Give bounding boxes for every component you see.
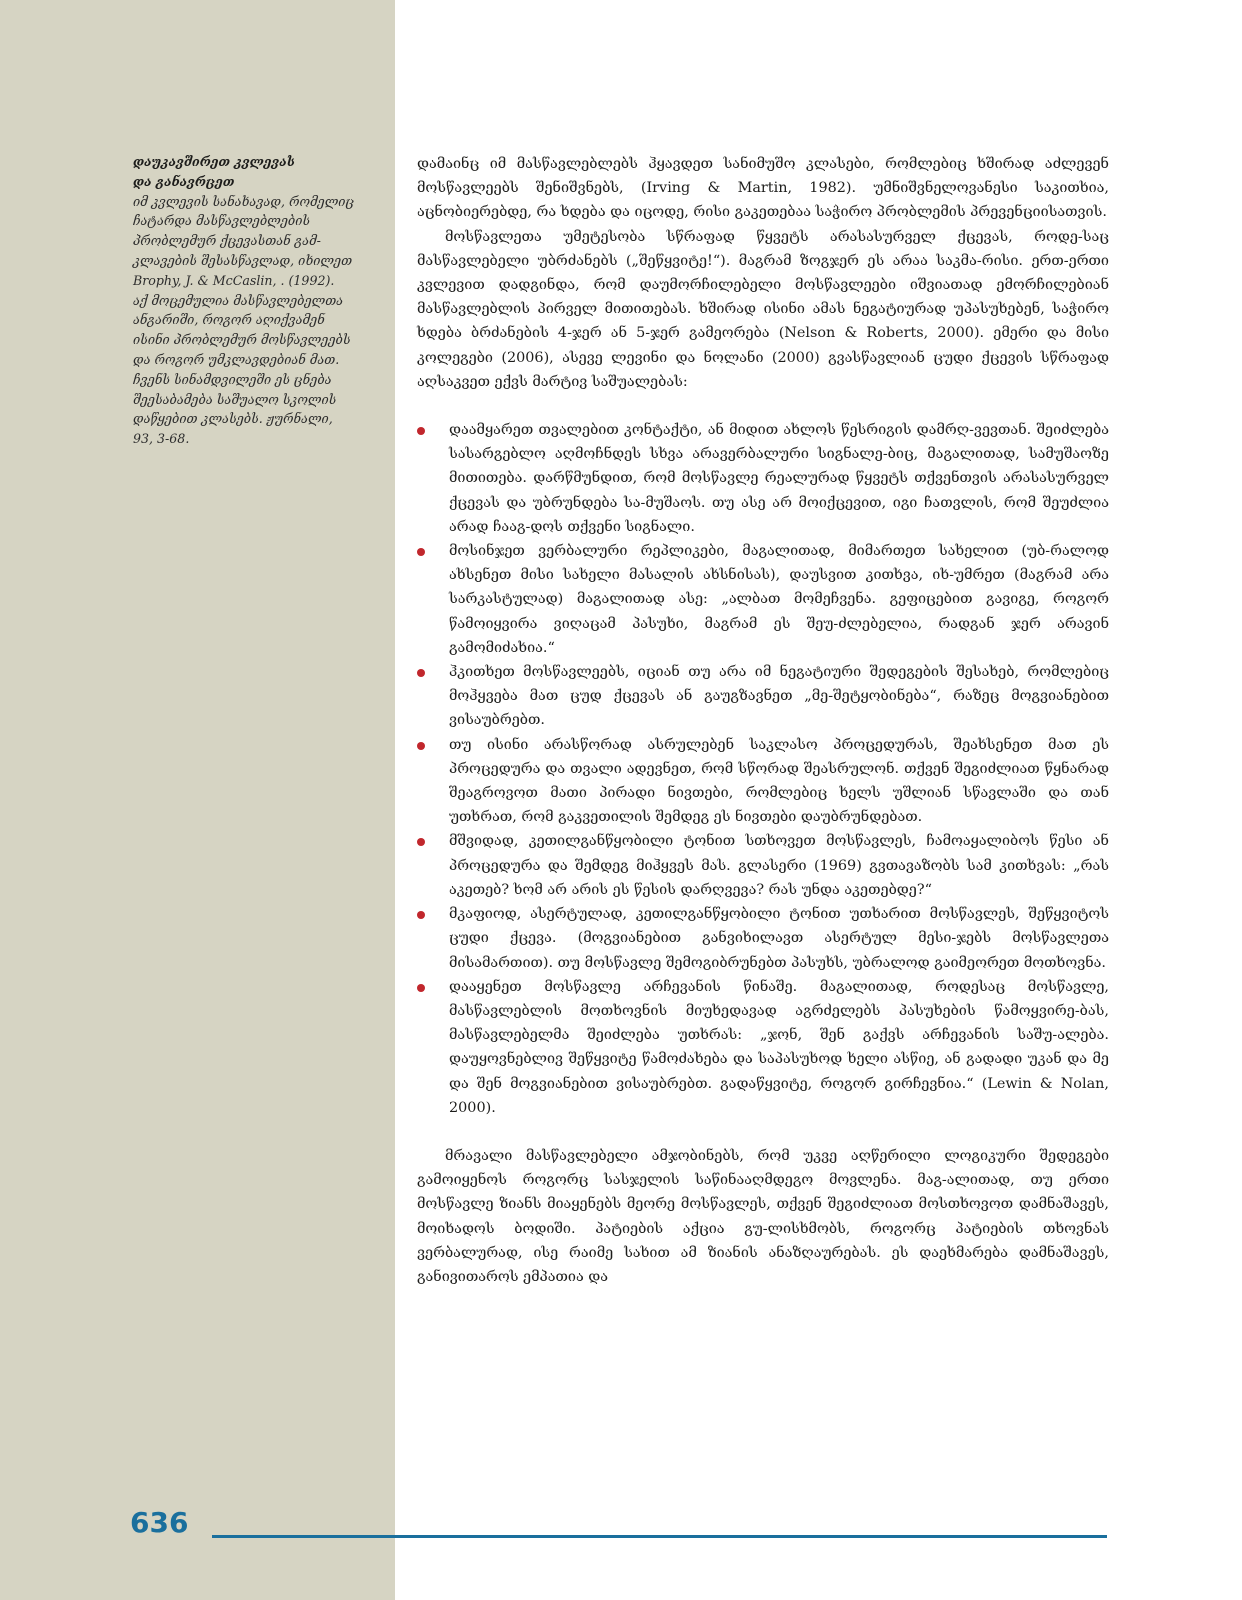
side-note-heading-line-2: და განავრცეთ bbox=[133, 173, 235, 189]
paragraph-spacer bbox=[417, 394, 1109, 418]
side-note-heading-line-1: დაუკავშირეთ კვლევას bbox=[133, 154, 295, 169]
body-paragraph-3: მრავალი მასწავლებელი ამჯობინებს, რომ უკვე აღწერილი ლოგიკური შედეგები გამოიყენოს როგორც სასჯელის საწინააღმდეგო მოვლენა. მაგ-ალითად, თუ ერთი მოსწავლე ზიანს მიაყენებს მეორე მოსწავლეს, თქვენ შეგიძლიათ მოსთხოვოთ დამნაშავეს, მოიხადოს ბოდიში. პატიების აქცია გუ-ლისხმობს, როგორც პატიების თხოვნას ვერბალურად, ისე რაიმე სახით ამ ზიანის ანაზღაურებას. ეს დაეხმარება დამნაშავეს, განივითაროს ემპათია და bbox=[417, 1147, 1109, 1285]
bullet-item: მოსინჯეთ ვერბალური რეპლიკები, მაგალითად, მიმართეთ სახელით (უბ-რალოდ ახსენეთ მისი სახელი მასალის ახსნისას), დაუსვით კითხვა, იხ-უმრეთ (მაგრამ არა სარკასტულად) მაგალითად ასე: „ალბათ მომეჩვენა. გეფიცებით გავიგე, როგორ წამოიყვირა ვიღაცამ პასუხი, მაგრამ ეს შეუ-ძლებელია, რადგან ჯერ არავინ გამომიძახია.“ bbox=[417, 539, 1109, 660]
paragraph-spacer bbox=[417, 1120, 1109, 1144]
bullet-item: თუ ისინი არასწორად ასრულებენ საკლასო პროცედურას, შეახსენეთ მათ ეს პროცედურა და თვალი ადევნეთ, რომ სწორად შეასრულონ. თქვენ შეგიძლიათ წყნარად შეაგროვოთ მათი პირადი ნივთები, რომლებიც ხელს უშლიან სწავლაში და თან უთხრათ, რომ გაკვეთილის შემდეგ ეს ნივთები დაუბრუნდებათ. bbox=[417, 733, 1109, 830]
side-note-line: ანგარიში, როგორ აღიქვამენ bbox=[133, 312, 325, 328]
side-note-line: ჩატარდა მასწავლებლების bbox=[133, 213, 311, 229]
strategies-bullet-list bbox=[417, 418, 1109, 1120]
side-note-line: Brophy, J. & McCaslin, . (1992). bbox=[133, 272, 335, 288]
footer-rule-line bbox=[212, 1535, 1107, 1538]
body-paragraph-1: დამაინც იმ მასწავლებლებს ჰყავდეთ სანიმუშო კლასები, რომლებიც ხშირად აძლევენ მოსწავლეებს შენიშვნებს, (Irving & Martin, 1982). უმნიშვნელოვანესი საკითხია, აცნობიერებდე, რა ხდება და იცოდე, რისი გაკეთებაა საჭირო პრობლემის პრევენციისათვის. bbox=[417, 156, 1109, 221]
side-note-line: კლავების შესასწავლად, იხილეთ bbox=[133, 252, 353, 268]
bullet-item: დაამყარეთ თვალებით კონტაქტი, ან მიდით ახლოს წესრიგის დამრღ-ვევთან. შეიძლება სასარგებლო აღმოჩნდეს სხვა არავერბალური სიგნალე-ბიც, მაგალითად, სამუშაოზე მითითება. დარწმუნდით, რომ მოსწავლე რეალურად წყვეტს თქვენთვის არასასურველ ქცევას და უბრუნდება სა-მუშაოს. თუ ასე არ მოიქცევით, იგი ჩათვლის, რომ შეუძლია არად ჩააგ-დოს თქვენი სიგნალი. bbox=[417, 418, 1109, 539]
side-note-line: ისინი პრობლემურ მოსწავლეებს bbox=[133, 332, 351, 348]
main-text-column bbox=[417, 152, 1109, 1289]
side-note-line: და როგორ უმკლავდებიან მათ. bbox=[133, 351, 340, 367]
side-note-line: დაწყებით კლასებს. ჟურნალი, bbox=[133, 411, 333, 427]
side-note-line: ჩვენს სინამდვილეში ეს ცნება bbox=[133, 371, 332, 387]
side-note-line: იმ კვლევის სანახავად, რომელიც bbox=[133, 193, 355, 209]
bullet-item: დააყენეთ მოსწავლე არჩევანის წინაშე. მაგალითად, როდესაც მოსწავლე, მასწავლებლის მოთხოვნის მიუხედავად აგრძელებს პასუხების წამოყვირე-ბას, მასწავლებელმა შეიძლება უთხრას: „ჯონ, შენ გაქვს არჩევანის საშუ-ალება. დაუყოვნებლივ შეწყვიტე წამოძახება და საპასუხოდ ხელი ასწიე, ან გადადი უკან და მე და შენ მოგვიანებით ვისაუბრებთ. გადაწყვიტე, როგორ გირჩევნია.“ (Lewin & Nolan, 2000). bbox=[417, 975, 1109, 1120]
bullet-item: მშვიდად, კეთილგანწყობილი ტონით სთხოვეთ მოსწავლეს, ჩამოაყალიბოს წესი ან პროცედურა და შემდეგ მიჰყვეს მას. გლასერი (1969) გვთავაზობს სამ კითხვას: „რას აკეთებ? ხომ არ არის ეს წესის დარღვევა? რას უნდა აკეთებდე?“ bbox=[417, 829, 1109, 902]
research-side-note bbox=[133, 152, 363, 449]
side-note-line: აქ მოცემულია მასწავლებელთა bbox=[133, 292, 344, 308]
side-note-line: შეესაბამება საშუალო სკოლის bbox=[133, 391, 337, 407]
side-note-line: პრობლემურ ქცევასთან გამ- bbox=[133, 233, 321, 249]
bullet-item: ჰკითხეთ მოსწავლეებს, იციან თუ არა იმ ნეგატიური შედეგების შესახებ, რომლებიც მოჰყვება მათ ცუდ ქცევას ან გაუგზავნეთ „მე-შეტყობინება“, რაზეც მოგვიანებით ვისაუბრებთ. bbox=[417, 660, 1109, 733]
body-paragraph-2: მოსწავლეთა უმეტესობა სწრაფად წყვეტს არასასურველ ქცევას, როდე-საც მასწავლებელი უბრძანებს („შეწყვიტე!“). მაგრამ ზოგჯერ ეს არაა საკმა-რისი. ერთ-ერთი კვლევით დადგინდა, რომ დაუმორჩილებელი მოსწავლეები იშვიათად ემორჩილებიან მასწავლებლის პირველ მითითებას. ხშირად ისინი ამას ნეგატიურად უპასუხებენ, საჭირო ხდება ბრძანების 4-ჯერ ან 5-ჯერ გამეორება (Nelson & Roberts, 2000). ემერი და მისი კოლეგები (2006), ასევე ლევინი და ნოლანი (2000) გვასწავლიან ცუდი ქცევის სწრაფად აღსაკვეთ ექვს მარტივ საშუალებას: bbox=[417, 228, 1109, 390]
bullet-item: მკაფიოდ, ასერტულად, კეთილგანწყობილი ტონით უთხარით მოსწავლეს, შეწყვიტოს ცუდი ქცევა. (მოგვიანებით განვიხილავთ ასერტულ მესი-ჯებს მოსწავლეთა მისამართით). თუ მოსწავლე შემოგიბრუნებთ პასუხს, უბრალოდ გაიმეორეთ მოთხოვნა. bbox=[417, 902, 1109, 975]
side-note-line: 93, 3-68. bbox=[133, 431, 190, 447]
page-number: 636 bbox=[130, 1506, 189, 1539]
